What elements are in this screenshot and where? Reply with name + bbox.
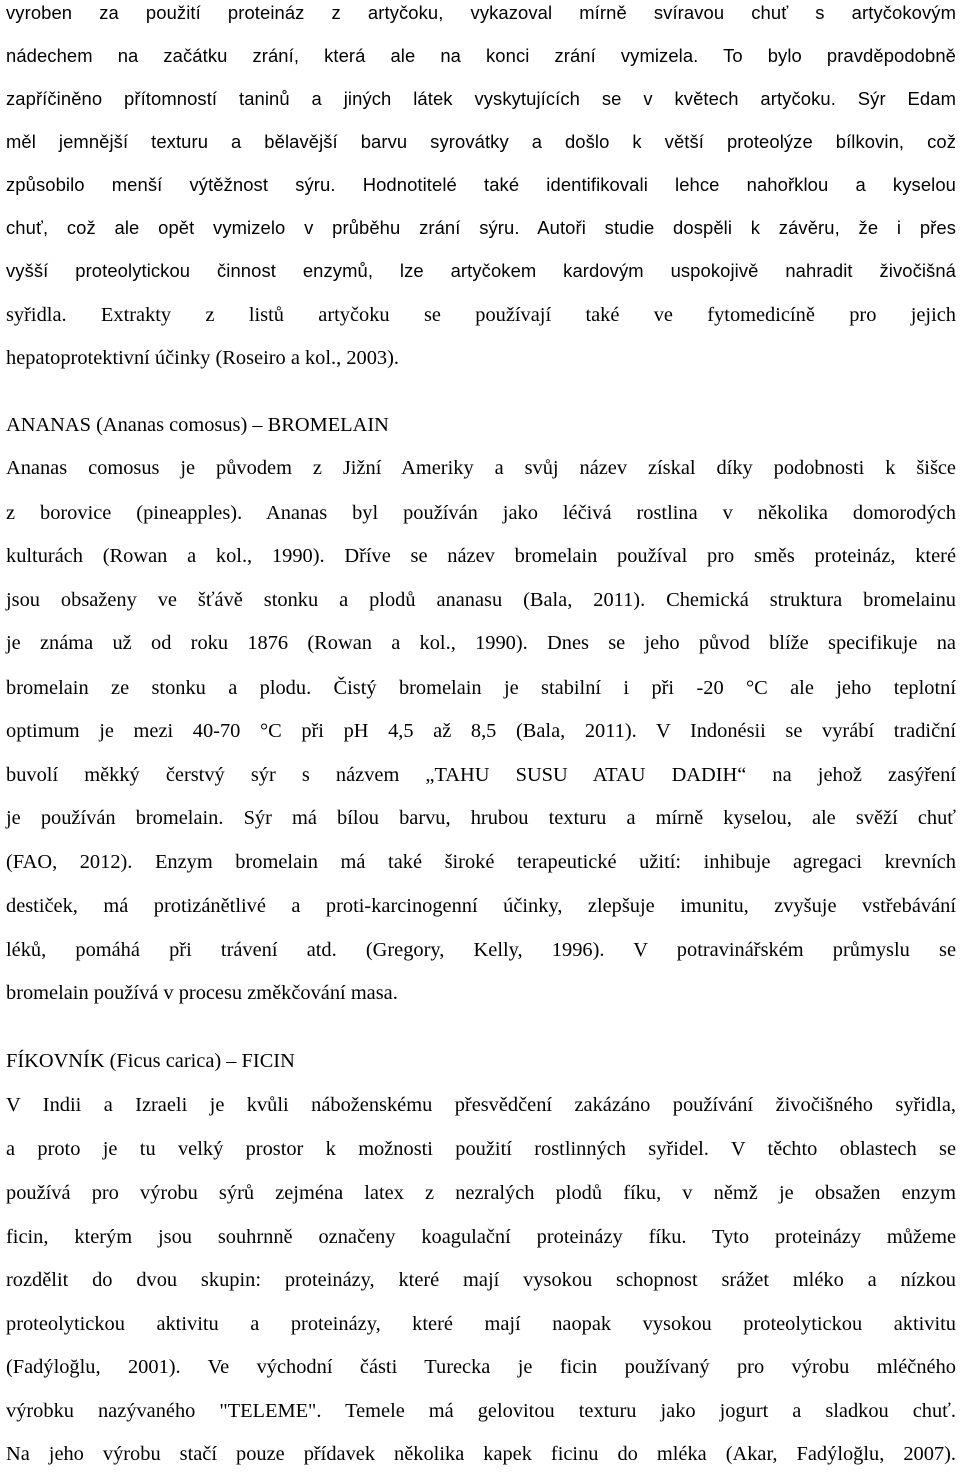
text-line: vyroben za použití proteináz z artyčoku, vykazoval mírně svíravou chuť s artyčokovým — [6, 2, 956, 23]
text-line: nádechem na začátku zrání, která ale na konci zrání vymizela. To bylo pravděpodobně — [6, 45, 956, 66]
text-line: destiček, má protizánětlivé a proti-karcinogenní účinky, zlepšuje imunitu, zvyšuje vstřebávání — [6, 895, 956, 917]
text-line: ficin, kterým jsou souhrnně označeny koagulační proteinázy fíku. Tyto proteinázy můžeme — [6, 1226, 956, 1248]
text-line: bromelain ze stonku a plodu. Čistý bromelain je stabilní i při -20 °C ale jeho teplotní — [6, 677, 956, 699]
text-line: chuť, což ale opět vymizelo v průběhu zrání sýru. Autoři studie dospěli k závěru, že i přes — [6, 217, 956, 238]
text-line: rozdělit do dvou skupin: proteinázy, které mají vysokou schopnost srážet mléko a nízkou — [6, 1269, 956, 1291]
text-line: je používán bromelain. Sýr má bílou barvu, hrubou texturu a mírně kyselou, ale svěží chuť — [6, 807, 956, 829]
text-line: z borovice (pineapples). Ananas byl používán jako léčivá rostlina v několika domorodých — [6, 502, 956, 524]
text-line: léků, pomáhá při trávení atd. (Gregory, Kelly, 1996). V potravinářském průmyslu se — [6, 939, 956, 961]
text-line: kulturách (Rowan a kol., 1990). Dříve se název bromelain používal pro směs proteináz, které — [6, 545, 956, 567]
text-line: Ananas comosus je původem z Jižní Ameriky a svůj název získal díky podobnosti k šišce — [6, 457, 956, 479]
text-line: vyšší proteolytickou činnost enzymů, lze artyčokem kardovým uspokojivě nahradit živočišná — [6, 260, 956, 281]
text-line: je známa už od roku 1876 (Rowan a kol., 1990). Dnes se jeho původ blíže specifikuje na — [6, 632, 956, 654]
section-heading-fikovnik: FÍKOVNÍK (Ficus carica) – FICIN — [6, 1050, 295, 1072]
text-line: proteolytickou aktivitu a proteinázy, které mají naopak vysokou proteolytickou aktivitu — [6, 1313, 956, 1335]
text-line: buvolí měkký čerstvý sýr s názvem „TAHU SUSU ATAU DADIH“ na jehož zasýření — [6, 764, 956, 786]
text-line: způsobilo menší výtěžnost sýru. Hodnotitelé také identifikovali lehce nahořklou a kyselou — [6, 174, 956, 195]
text-line: měl jemnější texturu a bělavější barvu syrovátky a došlo k větší proteolýze bílkovin, což — [6, 131, 956, 152]
text-line: Na jeho výrobu stačí pouze přídavek několika kapek ficinu do mléka (Akar, Fadýloğlu, 2007). — [6, 1443, 956, 1465]
text-line: optimum je mezi 40-70 °C při pH 4,5 až 8,5 (Bala, 2011). V Indonésii se vyrábí tradiční — [6, 720, 956, 742]
text-line: a proto je tu velký prostor k možnosti použití rostlinných syřidel. V těchto oblastech se — [6, 1138, 956, 1160]
text-line: (FAO, 2012). Enzym bromelain má také široké terapeutické užití: inhibuje agregaci krevních — [6, 851, 956, 873]
section-heading-ananas: ANANAS (Ananas comosus) – BROMELAIN — [6, 414, 389, 436]
text-line: používá pro výrobu sýrů zejména latex z nezralých plodů fíku, v němž je obsažen enzym — [6, 1182, 956, 1204]
text-line: zapříčiněno přítomností taninů a jiných látek vyskytujících se v květech artyčoku. Sýr Edam — [6, 88, 956, 109]
text-line: jsou obsaženy ve šťávě stonku a plodů ananasu (Bala, 2011). Chemická struktura bromelainu — [6, 589, 956, 611]
text-line: bromelain používá v procesu změkčování masa. — [6, 982, 398, 1004]
text-line: výrobku nazývaného "TELEME". Temele má gelovitou texturu jako jogurt a sladkou chuť. — [6, 1400, 956, 1422]
text-line: (Fadýloğlu, 2001). Ve východní části Turecka je ficin používaný pro výrobu mléčného — [6, 1356, 956, 1378]
text-line: V Indii a Izraeli je kvůli náboženskému přesvědčení zakázáno používání živočišného syřidla, — [6, 1094, 956, 1116]
text-line: hepatoprotektivní účinky (Roseiro a kol., 2003). — [6, 347, 400, 369]
text-line: syřidla. Extrakty z listů artyčoku se používají také ve fytomedicíně pro jejich — [6, 304, 956, 326]
